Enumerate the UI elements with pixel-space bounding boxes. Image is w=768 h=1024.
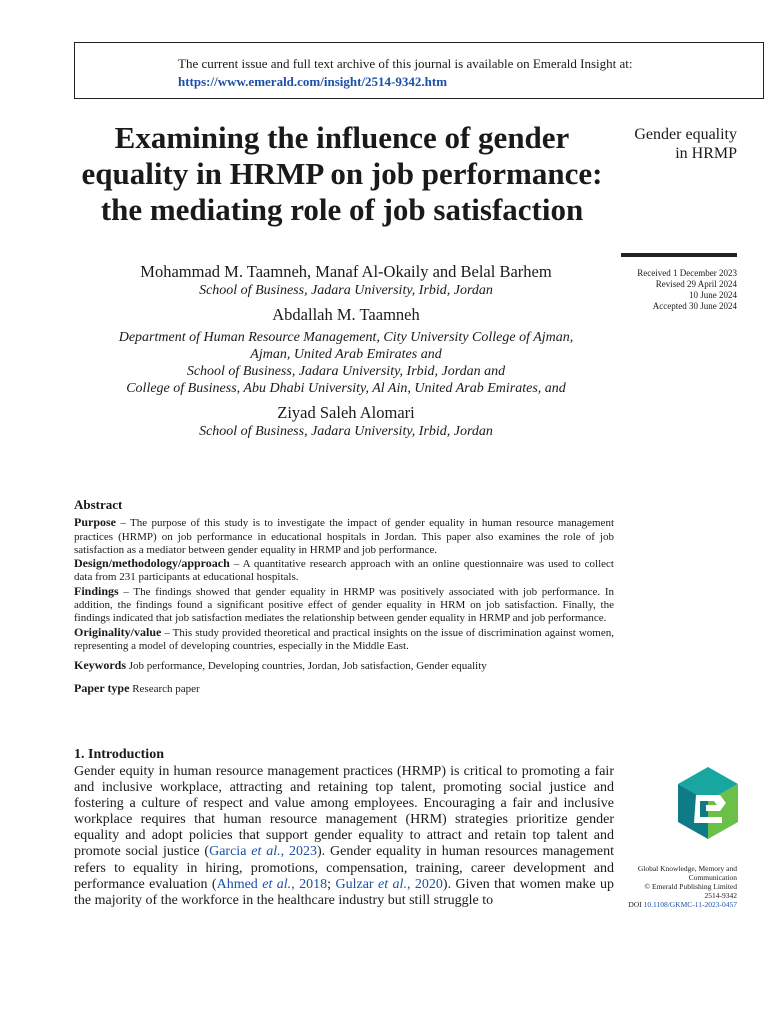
publisher: © Emerald Publishing Limited [644,882,737,891]
originality-label: Originality/value [74,624,162,639]
keywords [74,659,614,673]
originality-text: – This study provided theoretical and practical insights on the issue of discrimination against women, representing a model of developing countries, especially in the Middle East. [74,626,614,652]
introduction-section [74,747,614,909]
article-title: Examining the influence of gender equality in HRMP on job performance: the mediating role of job satisfaction [81,120,603,227]
design-text: – A quantitative research approach with an online questionnaire was used to collect data from 231 participants at educational hospitals. [74,558,614,584]
intro-text-c: ). Given that women make up the majority of the workforce in the healthcare industry but still struggle to [74,876,615,908]
paper-type-label: Paper type [74,680,130,695]
affiliation-3: School of Business, Jadara University, Irbid, Jordan [199,424,493,439]
findings-text: – The findings showed that gender equality in HRMP was positively associated with job performance. In addition, the findings found a significant positive effect of gender equality in HRM on job satisfaction. Finally, the findings indicated that job satisfaction mediates the relationship between gender equality in HRMP and job performance. [74,585,614,625]
keywords-text: Job performance, Developing countries, Jordan, Job satisfaction, Gender equality [126,660,487,673]
author-group-1: Mohammad M. Taamneh, Manaf Al-Okaily and Belal Barhem [140,262,552,281]
author-block [74,262,618,440]
revised-date-1: Revised 29 April 2024 [655,279,737,289]
banner-text: The current issue and full text archive of this journal is available on Emerald Insight at: [178,56,633,71]
running-head: Gender equality in HRMP [634,126,737,162]
abstract-heading: Abstract [74,497,123,512]
introduction-heading: 1. Introduction [74,747,164,762]
affiliation-2-line-4: College of Business, Abu Dhabi University, Al Ain, United Arab Emirates, and [126,381,566,396]
doi-label: DOI [628,900,644,909]
abstract-originality [74,626,614,654]
author-group-3: Ziyad Saleh Alomari [277,403,415,422]
citation-separator: ; [327,876,336,892]
affiliation-2-line-3: School of Business, Jadara University, Irbid, Jordan and [186,364,506,379]
article-dates [600,268,737,312]
intro-text-b: ). Gender equality in human resources management refers to equality in hiring, promotions, compensation, training, career development and performance evaluation ( [74,844,614,892]
abstract-findings [74,585,614,626]
paper-type [74,682,614,696]
journal-name-line-1: Global Knowledge, Memory and [637,864,737,873]
received-date: Received 1 December 2023 [637,268,737,278]
intro-text-a: Gender equity in human resource management practices (HRMP) is critical to promoting a fair and inclusive workplace, attracting and retaining top talent, promoting social justice and fostering a culture of respect and value among employees. Encouraging a fair and inclusive workplace requires that human resource management (HRM) strategies prioritize gender equality and adopt policies that support gender equality to attract and retain top talent and promote social justice ( [74,764,614,860]
side-rule [621,253,737,257]
findings-label: Findings [74,583,119,598]
abstract-section [74,498,614,696]
paper-type-text: Research paper [129,682,200,695]
doi-link[interactable]: 10.1108/GKMC-11-2023-0457 [643,900,737,909]
author-group-2: Abdallah M. Taamneh [272,305,420,324]
affiliation-1: School of Business, Jadara University, Irbid, Jordan [199,283,493,298]
abstract-purpose [74,516,614,557]
purpose-text: – The purpose of this study is to investigate the impact of gender equality in human resource management practices (HRMP) on job performance in educational hospitals in Jordan. This paper also examines the role of job satisfaction as a mediator between gender equality in HRMP and job performance. [74,517,614,556]
affiliation-2-line-1: Department of Human Resource Management, City University College of Ajman, [118,330,574,345]
keywords-label: Keywords [74,658,126,673]
emerald-hexagon-logo-icon [676,765,740,841]
accepted-date: Accepted 30 June 2024 [652,301,737,311]
issn: 2514-9342 [704,891,737,900]
abstract-design [74,557,614,585]
journal-banner [74,42,764,99]
revised-date-2: 10 June 2024 [689,290,737,300]
affiliation-2-line-2: Ajman, United Arab Emirates and [250,347,442,362]
doi-line [600,900,737,909]
citation-ahmed-2018[interactable]: Ahmed et al., 2018 [216,876,328,892]
banner-url-link[interactable]: https://www.emerald.com/insight/2514-9342.htm [178,74,448,89]
citation-gulzar-2020[interactable]: Gulzar et al., 2020 [335,876,443,892]
journal-name-line-2: Communication [688,873,737,882]
journal-info [600,864,737,909]
design-label: Design/methodology/approach [74,556,230,571]
introduction-paragraph [74,764,614,909]
citation-garcia-2023[interactable]: Garcia et al., 2023 [209,844,317,860]
purpose-label: Purpose [74,515,116,530]
